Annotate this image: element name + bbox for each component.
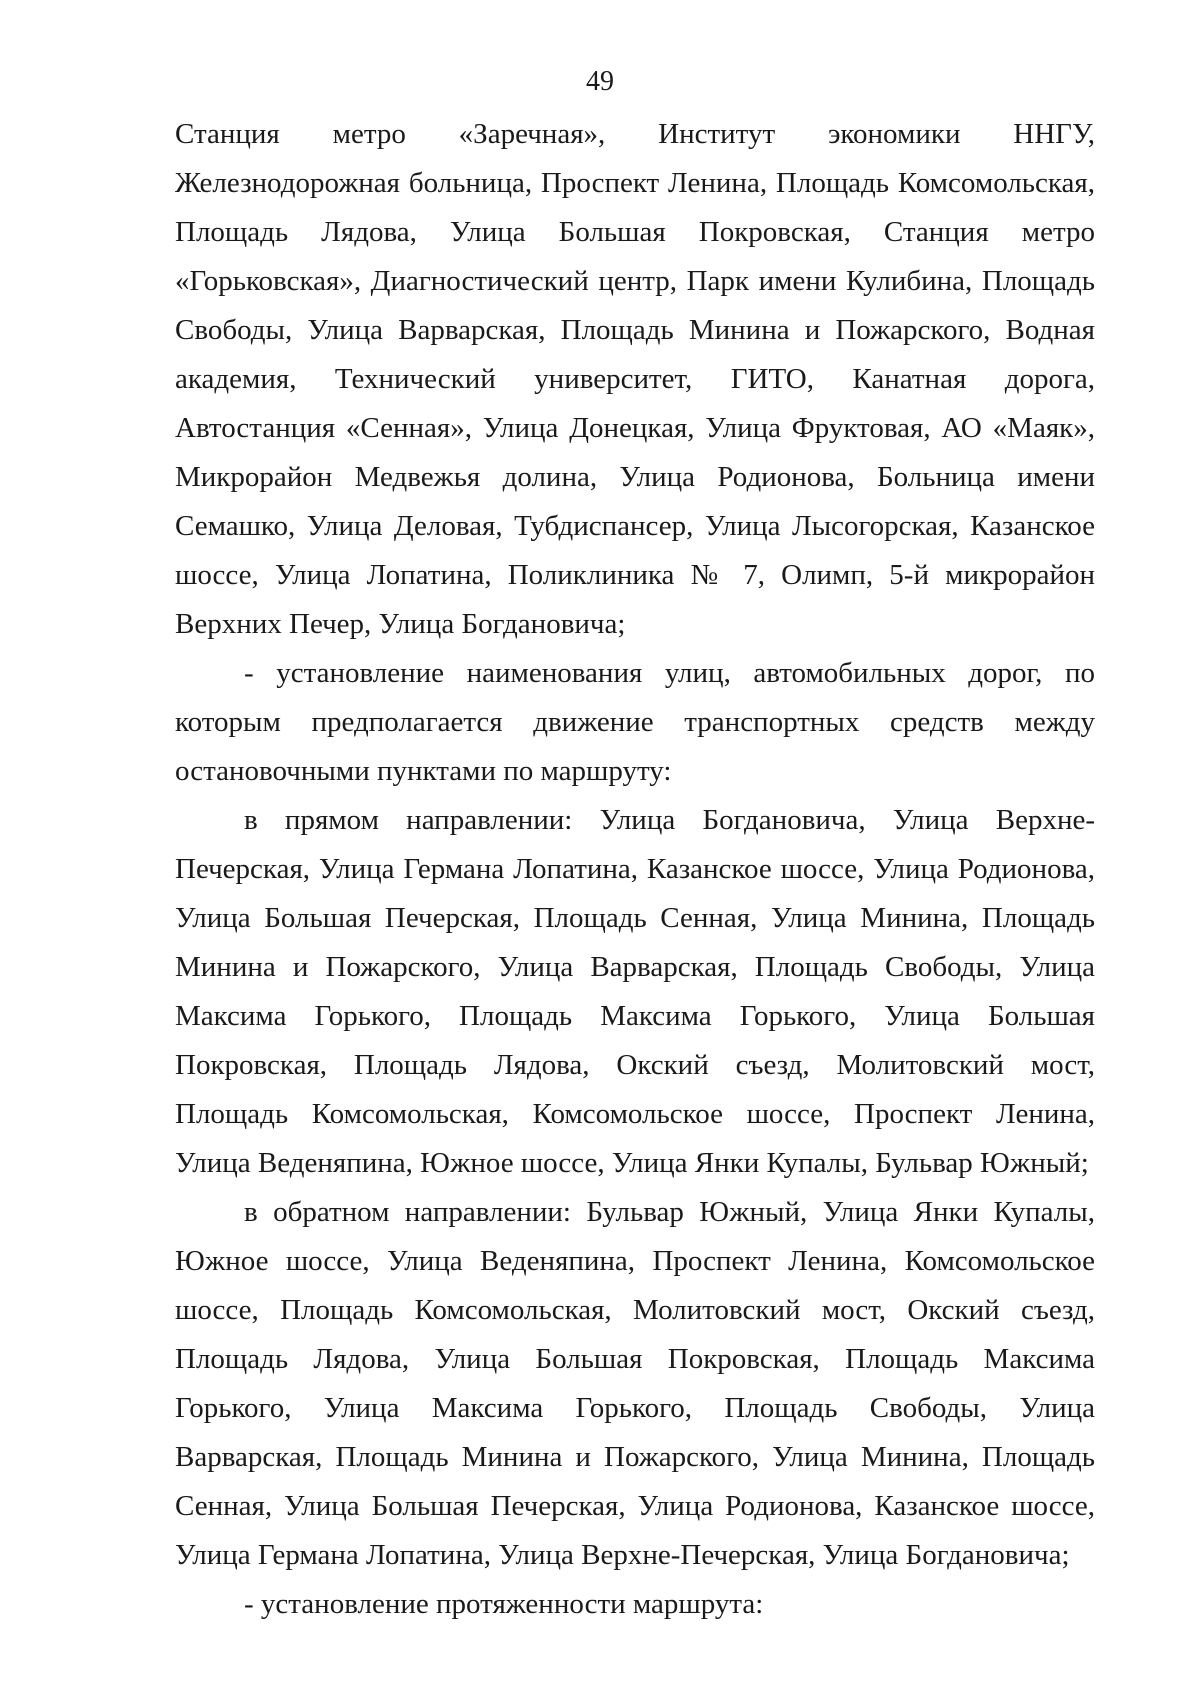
paragraph-street-names-intro: - установление наименования улиц, автомобильных дорог, по которым предполагается движение транспортных средств между остановочными пунктами по маршруту: [175, 657, 1095, 787]
paragraph-stop-list: Станция метро «Заречная», Институт экономики ННГУ, Железнодорожная больница, Проспект Ленина, Площадь Комсомольская, Площадь Лядова, Улица Большая Покровская, Станция метро «Горьковская», Диагностический центр, Парк имени Кулибина, Площадь Свободы, Улица Варварская, Площадь Минина и Пожарского, Водная академия, Технический университет, ГИТО, Канатная дорога, Автостанция «Сенная», Улица Донецкая, Улица Фруктовая, АО «Маяк», Микрорайон Медвежья долина, Улица Родионова, Больница имени Семашко, Улица Деловая, Тубдиспансер, Улица Лысогорская, Казанское шоссе, Улица Лопатина, Поликлиника № 7, Олимп, 5-й микрорайон Верхних Печер, Улица Богдановича; [175, 118, 1095, 640]
paragraph-route-length: - установление протяженности маршрута: [244, 1588, 764, 1620]
paragraph-forward-direction: в прямом направлении: Улица Богдановича, Улица Верхне-Печерская, Улица Германа Лопатина, Казанское шоссе, Улица Родионова, Улица Большая Печерская, Площадь Сенная, Улица Минина, Площадь Минина и Пожарского, Улица Варварская, Площадь Свободы, Улица Максима Горького, Площадь Максима Горького, Улица Большая Покровская, Площадь Лядова, Окский съезд, Молитовский мост, Площадь Комсомольская, Комсомольское шоссе, Проспект Ленина, Улица Веденяпина, Южное шоссе, Улица Янки Купалы, Бульвар Южный; [175, 804, 1095, 1179]
paragraph-reverse-direction: в обратном направлении: Бульвар Южный, Улица Янки Купалы, Южное шоссе, Улица Веденяпина, Проспект Ленина, Комсомольское шоссе, Площадь Комсомольская, Молитовский мост, Окский съезд, Площадь Лядова, Улица Большая Покровская, Площадь Максима Горького, Улица Максима Горького, Площадь Свободы, Улица Варварская, Площадь Минина и Пожарского, Улица Минина, Площадь Сенная, Улица Большая Печерская, Улица Родионова, Казанское шоссе, Улица Германа Лопатина, Улица Верхне-Печерская, Улица Богдановича; [175, 1196, 1095, 1571]
document-body [175, 110, 1095, 1629]
page-number: 49 [586, 66, 614, 97]
